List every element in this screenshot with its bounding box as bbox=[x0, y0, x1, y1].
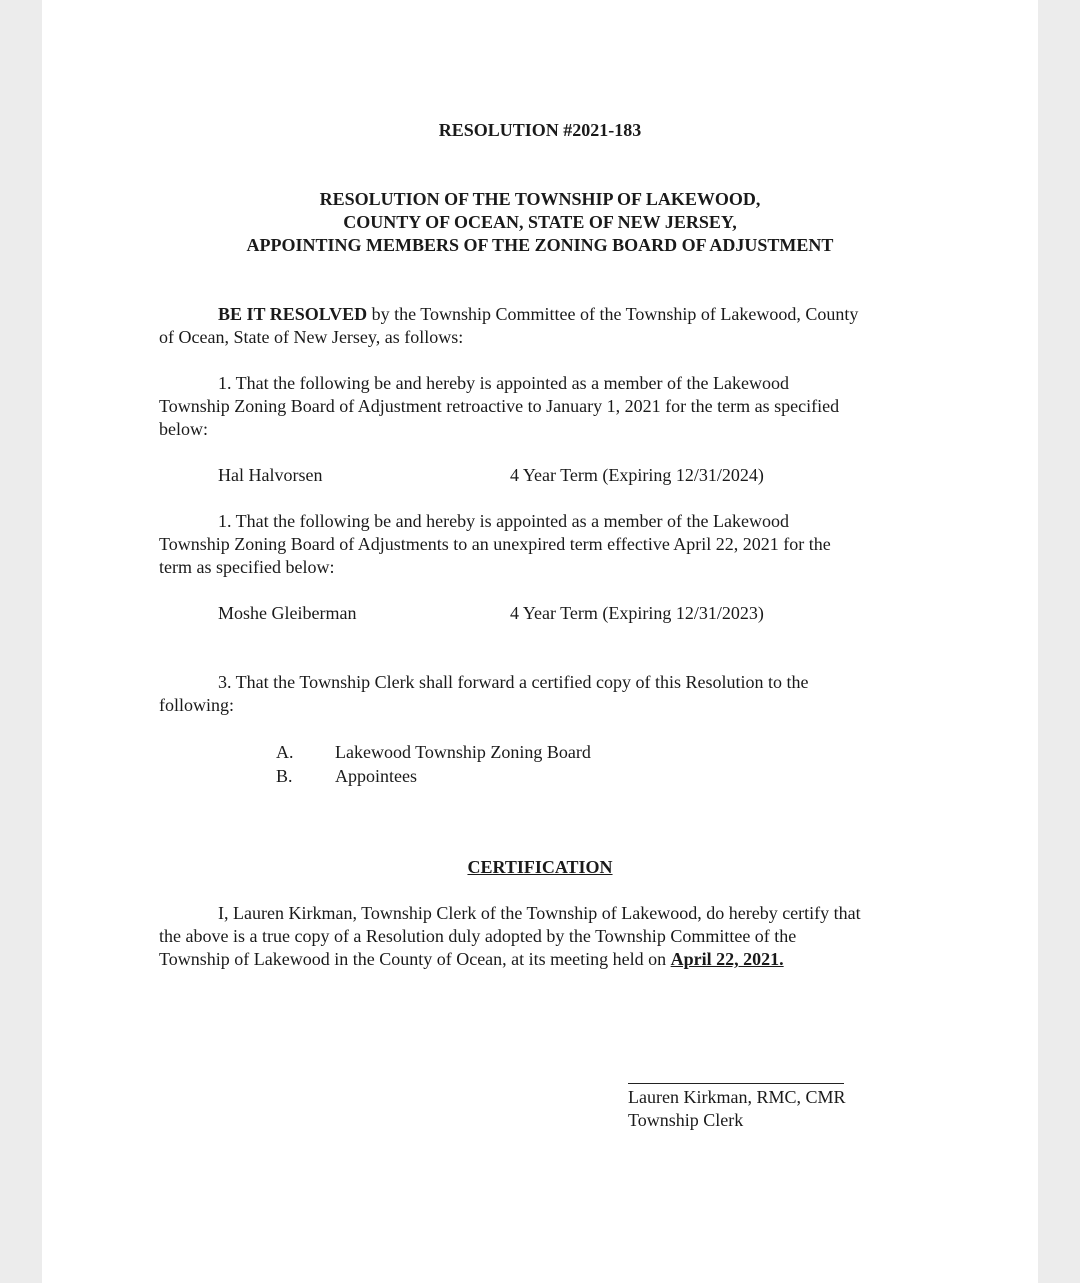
intro-line-2: of Ocean, State of New Jersey, as follows: bbox=[159, 327, 464, 347]
item1-line-1: 1. That the following be and hereby is appointed as a member of the Lakewood bbox=[218, 373, 789, 393]
title-line-1: RESOLUTION OF THE TOWNSHIP OF LAKEWOOD, bbox=[319, 189, 761, 209]
recipient-b-name: Appointees bbox=[335, 766, 417, 786]
item2-term: 4 Year Term (Expiring 12/31/2023) bbox=[510, 603, 764, 623]
signature-line bbox=[628, 1083, 844, 1084]
item2-line-3: term as specified below: bbox=[159, 557, 335, 577]
document-page bbox=[42, 0, 1038, 1283]
item2-line-1: 1. That the following be and hereby is appointed as a member of the Lakewood bbox=[218, 511, 789, 531]
resolution-number: RESOLUTION #2021-183 bbox=[438, 120, 642, 140]
intro-line-1 bbox=[218, 303, 858, 326]
title-line-3: APPOINTING MEMBERS OF THE ZONING BOARD OF ADJUSTMENT bbox=[246, 235, 834, 255]
signature-title: Township Clerk bbox=[628, 1110, 744, 1130]
certification-line-1: I, Lauren Kirkman, Township Clerk of the Township of Lakewood, do hereby certify that bbox=[218, 903, 861, 923]
intro-bold-lead: BE IT RESOLVED bbox=[218, 304, 368, 324]
item1-appointee: Hal Halvorsen bbox=[218, 465, 323, 485]
item3-line-2: following: bbox=[159, 695, 234, 715]
item3-line-1: 3. That the Township Clerk shall forward a certified copy of this Resolution to the bbox=[218, 672, 809, 692]
title-line-2: COUNTY OF OCEAN, STATE OF NEW JERSEY, bbox=[343, 212, 737, 232]
intro-line-1-rest: by the Township Committee of the Township of Lakewood, County bbox=[367, 304, 859, 324]
recipient-a-name: Lakewood Township Zoning Board bbox=[335, 742, 591, 762]
item1-term: 4 Year Term (Expiring 12/31/2024) bbox=[510, 465, 764, 485]
item1-line-2: Township Zoning Board of Adjustment retroactive to January 1, 2021 for the term as specified bbox=[159, 396, 840, 416]
item2-appointee: Moshe Gleiberman bbox=[218, 603, 357, 623]
certification-heading: CERTIFICATION bbox=[467, 857, 613, 877]
certification-line-2: the above is a true copy of a Resolution duly adopted by the Township Committee of the bbox=[159, 926, 797, 946]
recipient-b-letter: B. bbox=[276, 766, 293, 786]
meeting-date: April 22, 2021. bbox=[670, 949, 784, 969]
signature-name: Lauren Kirkman, RMC, CMR bbox=[628, 1087, 846, 1107]
certification-line-3-text: Township of Lakewood in the County of Ocean, at its meeting held on bbox=[159, 949, 671, 969]
certification-line-3 bbox=[159, 948, 784, 971]
recipient-a-letter: A. bbox=[276, 742, 294, 762]
item1-line-3: below: bbox=[159, 419, 208, 439]
item2-line-2: Township Zoning Board of Adjustments to an unexpired term effective April 22, 2021 for the bbox=[159, 534, 831, 554]
